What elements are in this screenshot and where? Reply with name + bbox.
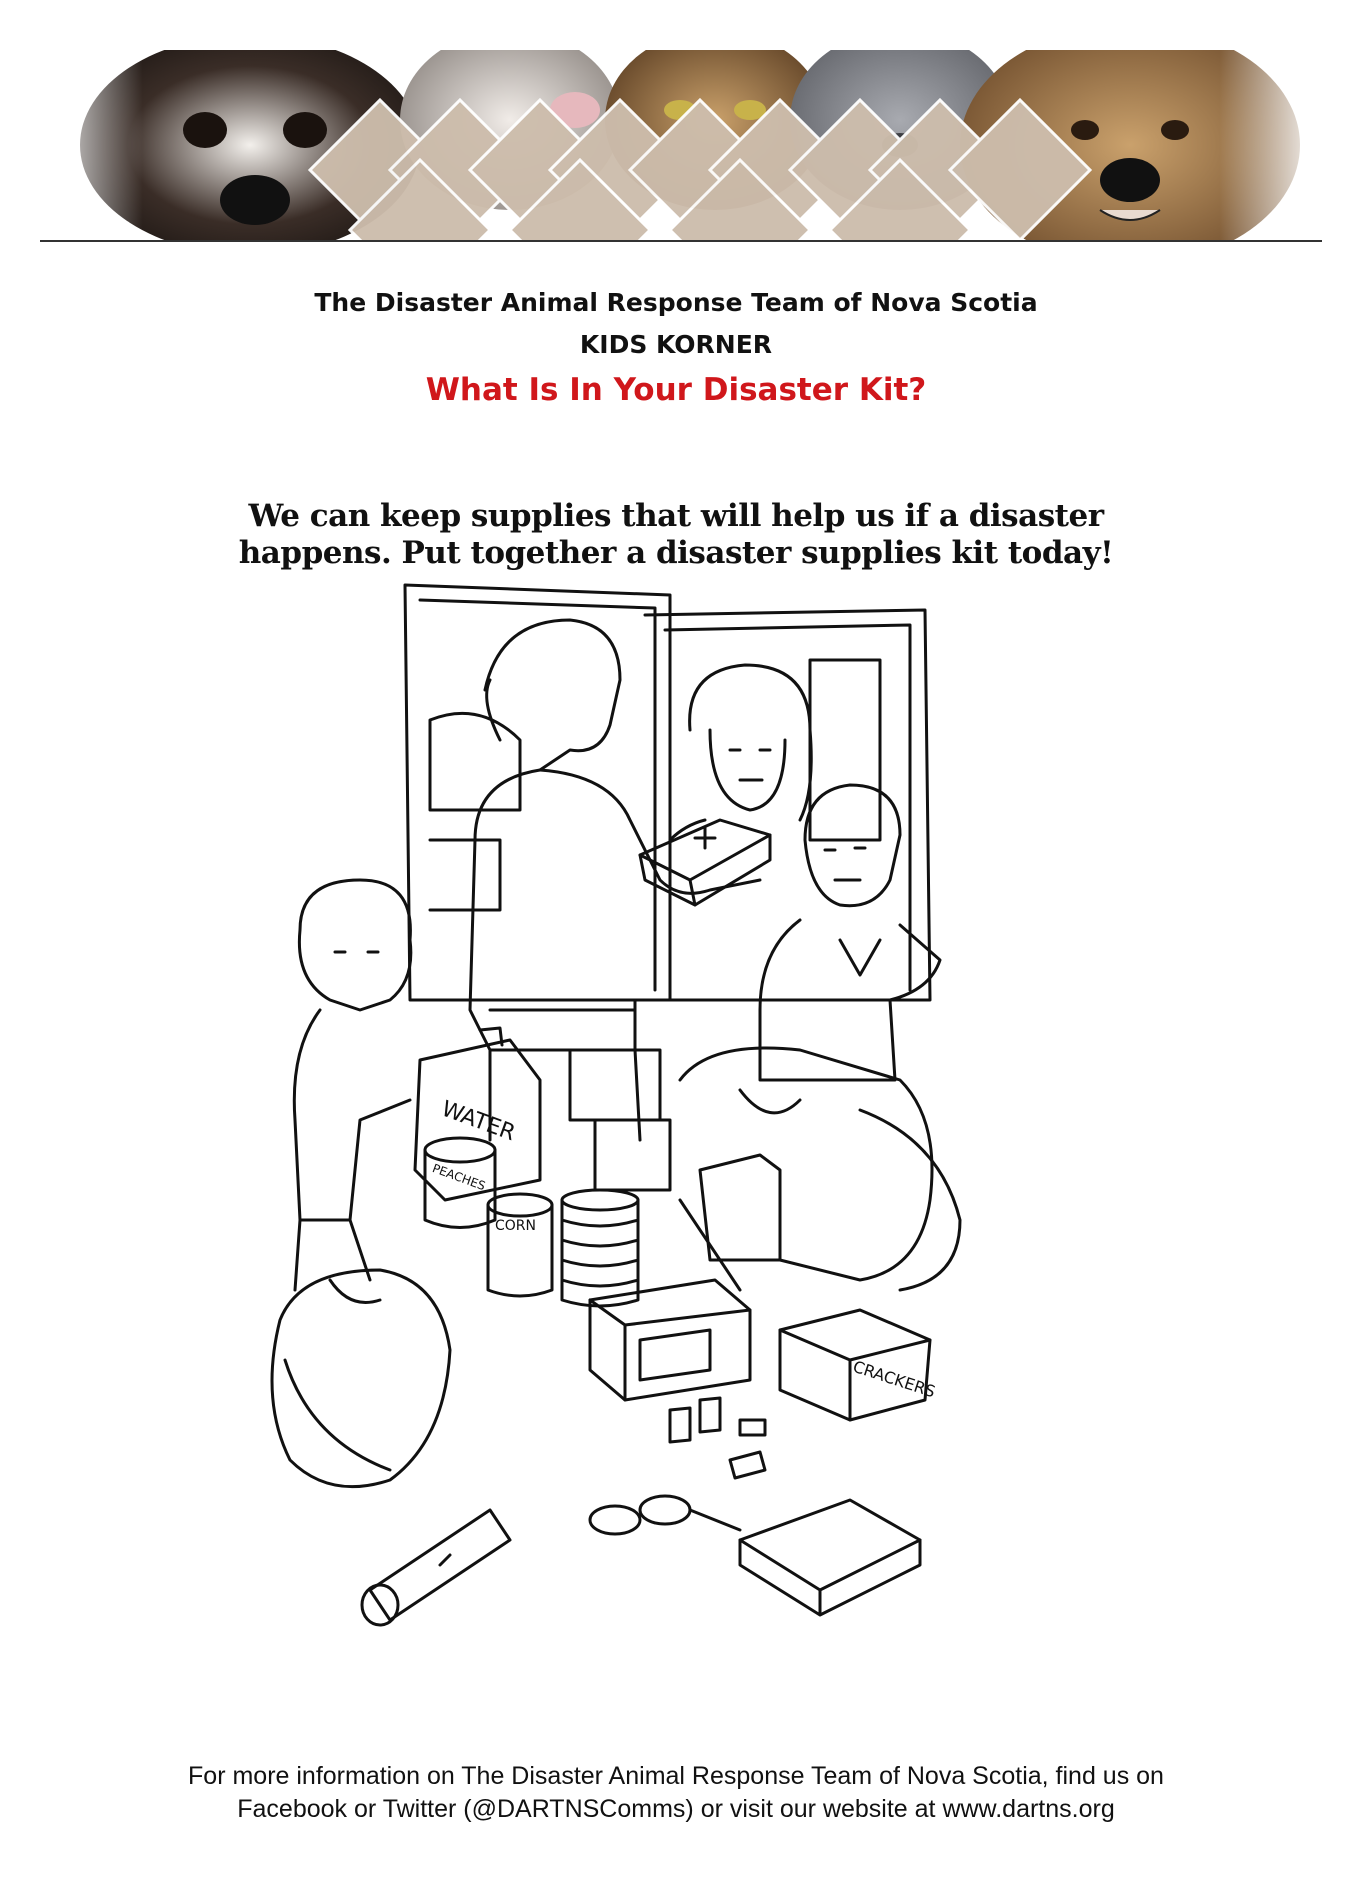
pet-photo-banner bbox=[40, 50, 1322, 240]
flashlight-icon bbox=[362, 1510, 510, 1625]
box-icon bbox=[570, 1050, 780, 1260]
section-title: KIDS KORNER bbox=[579, 330, 773, 359]
line-art bbox=[240, 580, 1100, 1630]
intro-line-2: happens. Put together a disaster supplies kit today! bbox=[238, 535, 1114, 571]
sleeping-bag-icon bbox=[272, 1270, 450, 1487]
supply-box-icon bbox=[740, 1500, 920, 1615]
corn-can-icon bbox=[488, 1194, 552, 1296]
coloring-illustration bbox=[240, 580, 1100, 1630]
glasses-icon bbox=[590, 1496, 740, 1534]
water-label: WATER bbox=[438, 1096, 519, 1147]
intro-line-1: We can keep supplies that will help us if a disaster bbox=[248, 498, 1104, 534]
peaches-can-icon bbox=[425, 1138, 495, 1228]
footer-line-1: For more information on The Disaster Animal Response Team of Nova Scotia, find us on bbox=[188, 1762, 1164, 1790]
corn-label: CORN bbox=[495, 1218, 536, 1234]
footer-line-2: Facebook or Twitter (@DARTNSComms) or visit our website at www.dartns.org bbox=[237, 1795, 1115, 1823]
intro-text bbox=[200, 498, 1152, 572]
peaches-label: PEACHES bbox=[430, 1161, 488, 1194]
banner-divider bbox=[40, 240, 1322, 242]
father-figure-icon bbox=[470, 620, 760, 1140]
girl-figure-icon bbox=[294, 880, 411, 1290]
closet-door-icon bbox=[405, 585, 930, 1000]
banner-graphic bbox=[40, 50, 1322, 240]
crackers-label: CRACKERS bbox=[850, 1356, 938, 1402]
boy-figure-icon bbox=[760, 785, 940, 1080]
mother-figure-icon bbox=[690, 665, 812, 820]
duffel-bag-icon bbox=[680, 1048, 960, 1290]
can-stack-icon bbox=[562, 1190, 638, 1306]
crackers-box-icon bbox=[780, 1310, 938, 1420]
page-headline: What Is In Your Disaster Kit? bbox=[425, 372, 927, 408]
battery-icon bbox=[670, 1398, 765, 1478]
footer-info bbox=[0, 1760, 1352, 1826]
radio-icon bbox=[590, 1200, 750, 1400]
organization-title: The Disaster Animal Response Team of Nova Scotia bbox=[314, 288, 1038, 317]
